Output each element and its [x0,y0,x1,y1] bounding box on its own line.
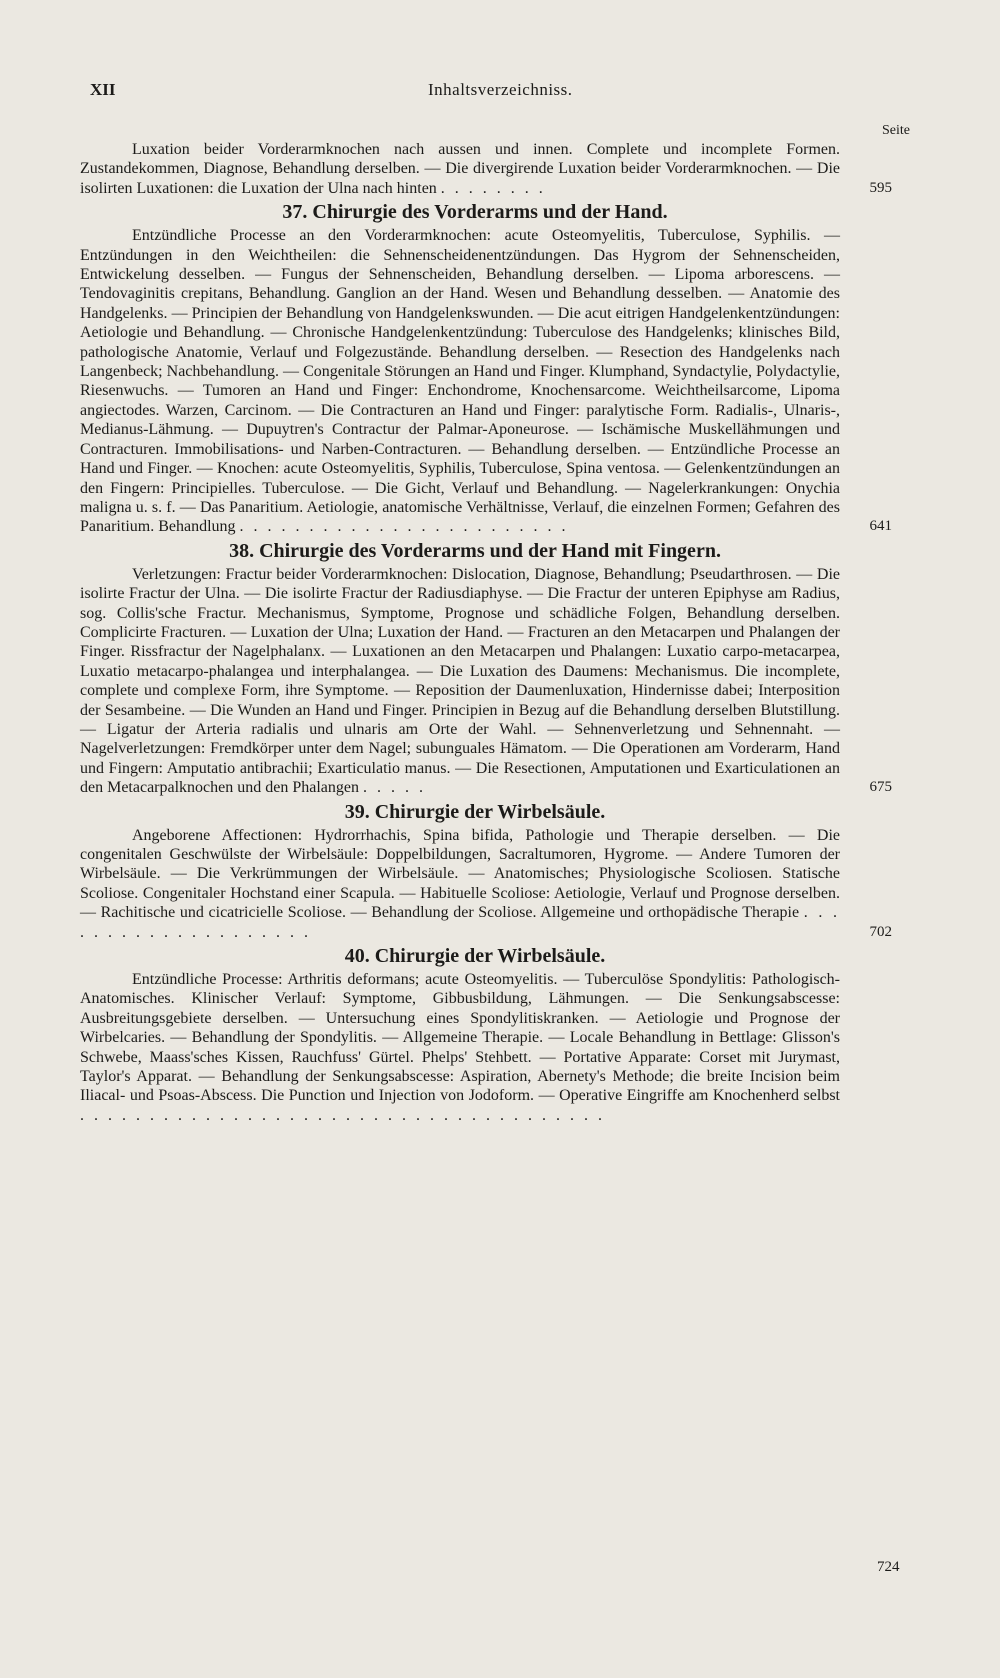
leader-dots: . . . . . [363,779,427,797]
toc-content [80,140,892,1125]
leader-dots: . . . . . . . . . . . . . . . . . . . . . . . . [239,518,569,536]
page-number: XII [90,80,116,99]
toc-entry-body: Entzündliche Processe: Arthritis deformans; acute Osteomyelitis. — Tuberculöse Spondylitis: Pathologisch-Anatomisches. Klinischer Verlauf: Symptome, Gibbusbildung, Lähmungen. — Die Senkungsabscesse: Ausbreitungsgebiete derselben. — Untersuchung eines Spondylitiskranken. — Aetiologie und Prognose der Wirbelcaries. — Behandlung der Spondylitis. — Allgemeine Therapie. — Locale Behandlung in Bettlage: Glisson's Schwebe, Maass'sches Kissen, Rauchfuss' Gürtel. Phelps' Stehbett. — Portative Apparate: Corset mit Jurymast, Taylor's Apparat. — Behandlung der Senkungsabscesse: Aspiration, Abernety's Methode; die breite Incision beim Iliacal- und Psoas-Abscess. Die Punction und Injection von Jodoform. — Operative Eingriffe am Knochenherd selbst . . . . . . . . . . . . . . . . . . . . . . . . . . . . . . . . . . . . . . [80,971,840,1124]
toc-page-ref: 702 [869,923,892,940]
toc-entry-body: Angeborene Affectionen: Hydrorrhachis, Spina bifida, Pathologie und Therapie derselben. — Die congenitalen Geschwülste der Wirbelsäule: Doppelbildungen, Sacraltumoren, Hygrome. — Andere Tumoren der Wirbelsäule. — Die Verkrümmungen der Wirbelsäule. — Anatomisches; Physiologische Scoliosen. Statische Scoliose. Congenitaler Hochstand einer Scapula. — Habituelle Scoliose: Aetiologie, Verlauf und Prognose derselben. — Rachitische und cicatricielle Scoliose. — Behandlung der Scoliose. Allgemeine und orthopädische Therapie . . . . . . . . . . . . . . . . . . . . 702 [80,826,892,941]
section-heading: 39. Chirurgie der Wirbelsäule. [344,800,606,823]
leader-dots: . . . . . . . . . . . . . . . . . . . . [80,904,841,941]
toc-section-39 [80,799,892,942]
toc-entry-body: Luxation beider Vorderarmknochen nach aussen und innen. Complete und incomplete Formen. Zustandekommen, Diagnose, Behandlung derselben. — Die divergirende Luxation beider Vorderarmknochen. — Die isolirten Luxationen: die Luxation der Ulna nach hinten . . . . . . . . 595 [80,141,892,197]
section-heading: 40. Chirurgie der Wirbelsäule. [344,945,606,968]
toc-section-37 [80,199,892,537]
toc-page-ref: 595 [869,179,892,196]
toc-section-38 [80,538,892,798]
leader-dots: . . . . . . . . [440,179,546,197]
toc-page-ref: 675 [869,779,892,796]
toc-entry-body: Entzündliche Processe an den Vorderarmknochen: acute Osteomyelitis, Tuberculose, Syphilis. — Entzündungen in den Weichtheilen: die Sehnenscheidenentzündungen. Das Hygrom der Sehnenscheiden, Entwickelung desselben. — Fungus der Sehnenscheiden, Behandlung derselben. — Lipoma arborescens. — Tendovaginitis crepitans, Behandlung. Ganglion an der Hand. Wesen und Behandlung desselben. — Anatomie des Handgelenks. — Principien der Behandlung von Handgelenkswunden. — Die acut eitrigen Handgelenkentzündungen: Aetiologie und Behandlung. — Chronische Handgelenkentzündung: Tuberculose des Handgelenks; klinisches Bild, pathologische Anatomie, Verlauf und Folgezustände. Behandlung derselben. — Resection des Handgelenks nach Langenbeck; Nachbehandlung. — Congenitale Störungen an Hand und Finger. Klumphand, Syndactylie, Polydactylie, Riesenwuchs. — Tumoren an Hand und Finger: Enchondrome, Knochensarcome. Weichtheilsarcome, Lipoma angiectodes. Warzen, Carcinom. — Die Contracturen an Hand und Finger: paralytische Form. Radialis-, Ulnaris-, Medianus-Lähmung. — Dupuytren's Contractur der Palmar-Aponeurose. — Ischämische Muskellähmungen und Contracturen. Immobilisations- und Narben-Contracturen. — Behandlung derselben. — Entzündliche Processe an Hand und Finger. — Knochen: acute Osteomyelitis, Syphilis, Tuberculose, Spina ventosa. — Gelenkentzündungen an den Fingern: Principielles. Tuberculose. — Die Gicht, Verlauf und Behandlung. — Nagelerkrankungen: Onychia maligna u. s. f. — Das Panaritium. Aetiologie, anatomische Verhältnisse, Verlauf, die einzelnen Formen; Gefahren des Panaritium. Behandlung . . . . . . . . . . . . . . . . . . . . . . . . 641 [80,227,892,536]
page-column-label: Seite [882,123,910,138]
leader-dots: . . . . . . . . . . . . . . . . . . . . . . . . . . . . . . . . . . . . . . [80,1106,605,1124]
toc-page-ref: 724 [877,1559,900,1575]
section-heading: 38. Chirurgie des Vorderarms und der Hand mit Fingern. [229,539,721,562]
toc-section-0 [80,140,892,198]
page-title: Inhaltsverzeichniss. [428,80,573,99]
toc-entry-body: Verletzungen: Fractur beider Vorderarmknochen: Dislocation, Diagnose, Behandlung; Pseudarthrosen. — Die isolirte Fractur der Ulna. — Die isolirte Fractur der Radiusdiaphyse. — Die Fractur der unteren Epiphyse am Radius, sog. Collis'sche Fractur. Mechanismus, Symptome, Prognose und schädliche Folgen, Behandlung derselben. Complicirte Fracturen. — Luxation der Ulna; Luxation der Hand. — Fracturen an den Metacarpen und Phalangen der Finger. Rissfractur der Nagelphalanx. — Luxationen an den Metacarpen und Phalangen: Luxatio carpo-metacarpea, Luxatio metacarpo-phalangea und interphalangea. — Die Luxation des Daumens: Mechanismus. Die incomplete, complete und complexe Form, ihre Symptome. — Reposition der Daumenluxation, Hindernisse dabei; Interposition der Sesambeine. — Die Wunden an Hand und Finger. Principien in Bezug auf die Behandlung derselben Blutstillung. — Ligatur der Arteria radialis und ulnaris am Orte der Wahl. — Sehnenverletzung und Sehnennaht. — Nagelverletzungen: Fremdkörper unter dem Nagel; subunguales Hämatom. — Die Operationen am Vorderarm, Hand und Fingern: Amputatio antibrachii; Exarticulatio manus. — Die Resectionen, Amputationen und Exarticulationen an den Metacarpalknochen und den Phalangen . . . . . 675 [80,565,892,797]
toc-section-40 [80,943,870,1125]
toc-page-ref: 641 [869,518,892,535]
section-heading: 37. Chirurgie des Vorderarms und der Hand. [282,201,668,224]
